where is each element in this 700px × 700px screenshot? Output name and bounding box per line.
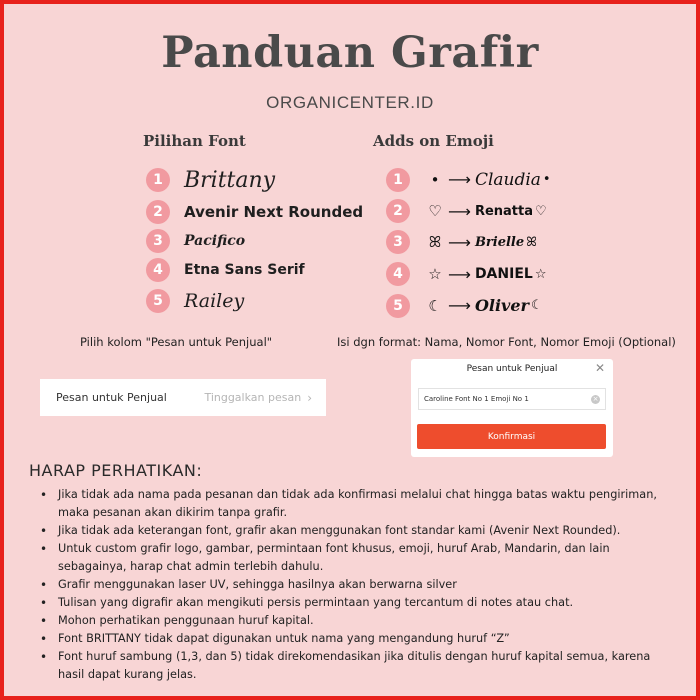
seller-message-label: Pesan untuk Penjual (56, 391, 167, 404)
arrow-icon: ⟶ (448, 201, 471, 221)
font-option-1 (146, 163, 363, 197)
notice-item: • Untuk custom grafir logo, gambar, permintaan font khusus, emoji, huruf Arab, Mandarin, dan lain sebagainya, harap chat admin terlebih dahulu. (40, 540, 680, 576)
notice-item: • Grafir menggunakan laser UV, sehingga hasilnya akan berwarna silver (40, 576, 680, 594)
instruction-left: Pilih kolom "Pesan untuk Penjual" (80, 335, 273, 349)
notice-heading: HARAP PERHATIKAN: (29, 461, 203, 480)
number-badge: 2 (146, 200, 170, 224)
instruction-right: Isi dgn format: Nama, Nomor Font, Nomor Emoji (Optional) (337, 335, 676, 349)
moon-icon: ☾ (530, 298, 543, 313)
arrow-icon: ⟶ (448, 232, 471, 252)
emoji-option-2 (386, 196, 551, 226)
notice-item: • Jika tidak ada nama pada pesanan dan tidak ada konfirmasi melalui chat hingga batas waktu pengiriman, maka pesanan akan dikirim tanpa grafir. (40, 486, 680, 522)
emoji-option-4 (386, 258, 551, 290)
star-icon: ☆ (428, 265, 442, 283)
number-badge: 4 (386, 262, 410, 286)
confirm-button[interactable]: Konfirmasi (417, 424, 606, 449)
font-name: Avenir Next Rounded (184, 202, 364, 221)
dot-icon: • (430, 170, 440, 189)
message-input[interactable] (418, 388, 606, 410)
font-name: Railey (184, 289, 245, 312)
number-badge: 5 (386, 294, 410, 318)
emoji-option-3 (386, 226, 551, 258)
emoji-example-name: Brielle (474, 234, 525, 250)
page-subtitle: ORGANICENTER.ID (266, 93, 434, 112)
font-option-4 (146, 255, 363, 284)
number-badge: 1 (146, 168, 170, 192)
font-name: Brittany (184, 167, 276, 193)
page-title: Panduan Grafir (161, 28, 539, 78)
number-badge: 3 (386, 230, 410, 254)
font-list (146, 163, 363, 317)
emoji-option-5 (386, 290, 551, 321)
emoji-example-name: Oliver (474, 296, 529, 315)
seller-message-row[interactable] (40, 379, 326, 416)
dialog-title: Pesan untuk Penjual (466, 364, 558, 374)
heart-icon: ♡ (428, 202, 442, 220)
font-option-5 (146, 284, 363, 317)
number-badge: 4 (146, 258, 170, 282)
emoji-example-name: Renatta (474, 203, 533, 219)
bow-icon: ꕤ (428, 233, 442, 251)
arrow-icon: ⟶ (448, 264, 471, 284)
message-input-value: Caroline Font No 1 Emoji No 1 (424, 395, 529, 403)
number-badge: 3 (146, 229, 170, 253)
close-icon[interactable]: ✕ (594, 361, 605, 375)
leave-message-placeholder: Tinggalkan pesan (204, 391, 302, 404)
bow-icon: ꕤ (526, 234, 537, 250)
font-option-2 (146, 197, 363, 226)
arrow-icon: ⟶ (448, 170, 471, 189)
seller-message-dialog (411, 359, 613, 457)
arrow-icon: ⟶ (448, 296, 471, 315)
number-badge: 1 (386, 168, 410, 192)
notice-list (40, 486, 680, 684)
emoji-list (386, 163, 551, 321)
emoji-section-heading: Adds on Emoji (373, 132, 494, 150)
notice-item: • Font BRITTANY tidak dapat digunakan untuk nama yang mengandung huruf “Z” (40, 630, 680, 648)
clear-input-icon[interactable]: × (592, 395, 599, 403)
heart-icon: ♡ (535, 203, 547, 219)
emoji-example-name: Claudia (474, 169, 541, 190)
font-section-heading: Pilihan Font (143, 132, 246, 150)
chevron-right-icon: › (307, 390, 312, 405)
font-option-3 (146, 226, 363, 255)
star-icon: ☆ (534, 266, 547, 282)
moon-icon: ☾ (428, 296, 442, 315)
notice-item: • Jika tidak ada keterangan font, grafir akan menggunakan font standar kami (Avenir Next Rounded). (40, 522, 680, 540)
number-badge: 5 (146, 289, 170, 313)
notice-item: • Mohon perhatikan penggunaan huruf kapital. (40, 612, 680, 630)
emoji-example-name: DANIEL (474, 266, 533, 282)
dot-icon: • (542, 172, 551, 187)
notice-item: • Font huruf sambung (1,3, dan 5) tidak direkomendasikan jika ditulis dengan huruf kapital semua, karena hasil dapat kurang jelas. (40, 648, 680, 684)
number-badge: 2 (386, 199, 410, 223)
emoji-option-1 (386, 163, 551, 196)
notice-item: • Tulisan yang digrafir akan mengikuti persis permintaan yang tercantum di notes atau chat. (40, 594, 680, 612)
font-name: Etna Sans Serif (184, 261, 305, 278)
font-name: Pacifico (184, 232, 246, 249)
